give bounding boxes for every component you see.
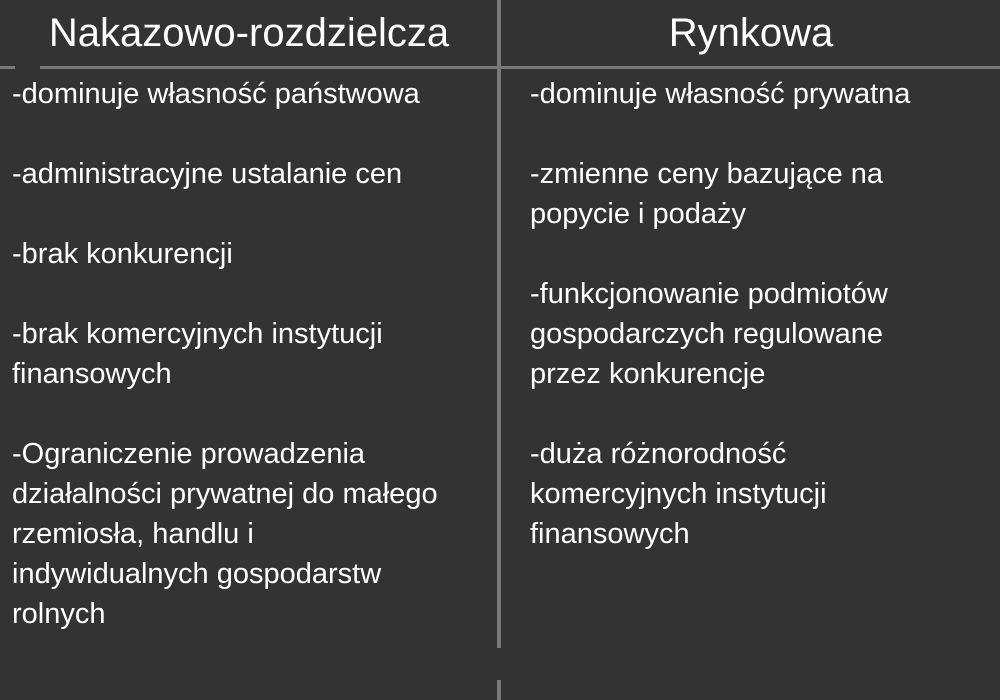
- list-item: -Ograniczenie prowadzenia działalności prywatnej do małego rzemiosła, handlu i indywidualnych gospodarstw rolnych: [12, 438, 438, 630]
- header-market-economy: Rynkowa: [668, 10, 834, 55]
- list-item: -brak komercyjnych instytucji finansowych: [12, 318, 383, 390]
- list-item: -dominuje własność państwowa: [12, 78, 420, 110]
- header-divider-segment: [985, 66, 1000, 69]
- header-divider-segment: [0, 66, 15, 69]
- list-item: -duża różnorodność komercyjnych instytucji finansowych: [530, 438, 827, 550]
- list-item: -brak konkurencji: [12, 238, 233, 270]
- list-item: -administracyjne ustalanie cen: [12, 158, 403, 190]
- column-divider-segment: [497, 680, 501, 700]
- column-divider: [497, 0, 501, 648]
- header-divider: [40, 66, 985, 69]
- list-item: -dominuje własność prywatna: [530, 78, 911, 110]
- market-economy-column: [530, 74, 992, 594]
- list-item: -funkcjonowanie podmiotów gospodarczych regulowane przez konkurencje: [530, 278, 888, 390]
- header-command-economy: Nakazowo-rozdzielcza: [48, 10, 450, 55]
- list-item: -zmienne ceny bazujące na popycie i podaży: [530, 158, 884, 230]
- command-economy-column: [12, 74, 494, 674]
